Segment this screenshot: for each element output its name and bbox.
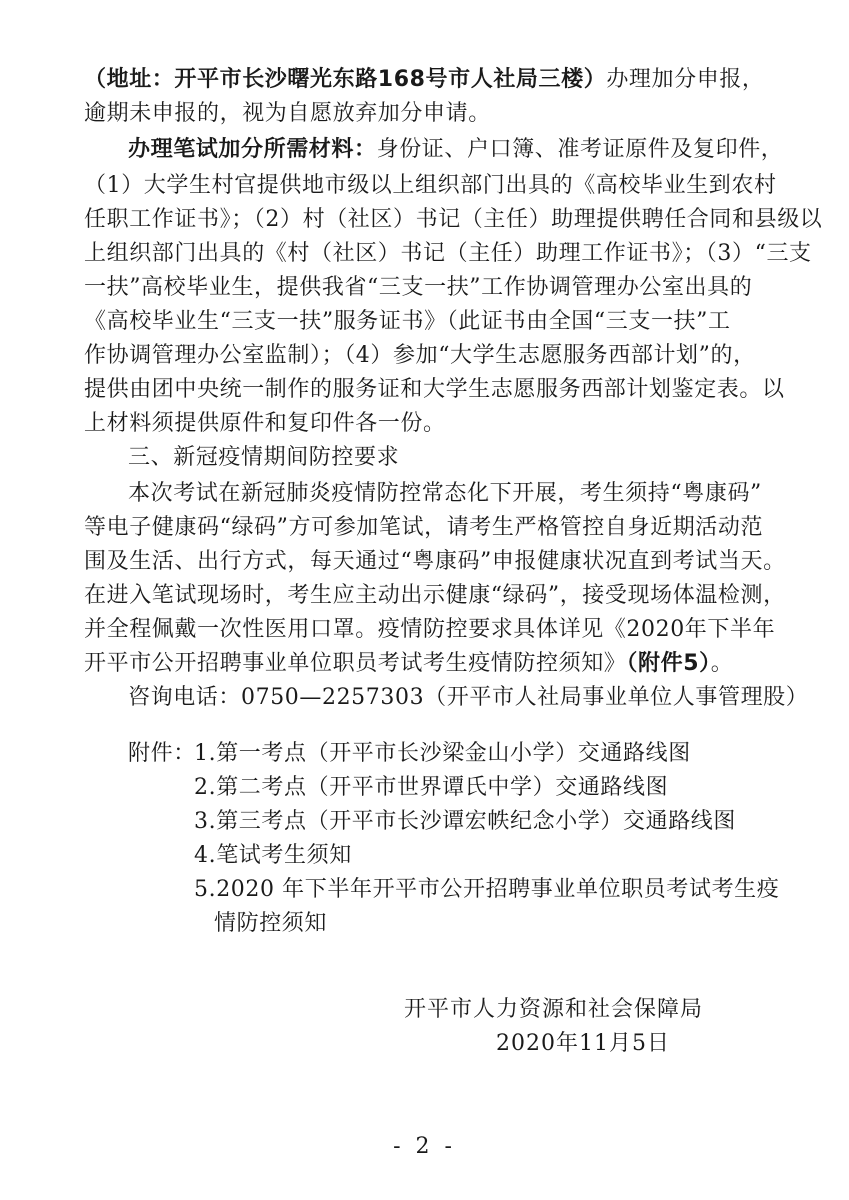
covid-line-3: 围及生活、出行方式，每天通过“粤康码”申报健康状况直到考试当天。 bbox=[84, 549, 786, 574]
materials-line-2: （1）大学生村官提供地市级以上组织部门出具的《高校毕业生到农村 bbox=[84, 173, 777, 198]
covid-line-5: 并全程佩戴一次性医用口罩。疫情防控要求具体详见《2020年下半年 bbox=[84, 617, 776, 642]
issue-date: 2020年11月5日 bbox=[496, 1031, 670, 1056]
issuing-organization: 开平市人力资源和社会保障局 bbox=[404, 997, 704, 1022]
page-number: - 2 - bbox=[393, 1134, 456, 1159]
covid-line-1: 本次考试在新冠肺炎疫情防控常态化下开展，考生须持“粤康码” bbox=[128, 481, 762, 506]
materials-line-9: 上材料须提供原件和复印件各一份。 bbox=[84, 411, 446, 436]
section-heading: 三、新冠疫情期间防控要求 bbox=[128, 445, 400, 470]
attachment-item-5: 5.2020 年下半年开平市公开招聘事业单位职员考试考生疫 bbox=[194, 877, 780, 902]
materials-heading: 办理笔试加分所需材料： bbox=[128, 137, 377, 162]
materials-line-6: 《高校毕业生“三支一扶”服务证书》（此证书由全国“三支一扶”工 bbox=[84, 309, 731, 334]
contact-line: 咨询电话：0750—2257303（开平市人社局事业单位人事管理股） bbox=[128, 685, 809, 710]
materials-line-3: 任职工作证书》；（2）村（社区）书记（主任）助理提供聘任合同和县级以 bbox=[84, 207, 823, 232]
covid-line-2: 等电子健康码“绿码”方可参加笔试，请考生严格管控自身近期活动范 bbox=[84, 515, 764, 540]
materials-line-5: 一扶”高校毕业生，提供我省“三支一扶”工作协调管理办公室出具的 bbox=[84, 275, 753, 300]
attachments-label: 附件： bbox=[128, 741, 196, 766]
covid-line-6 bbox=[84, 648, 733, 680]
attachment-item-3: 3.第三考点（开平市长沙谭宏帙纪念小学）交通路线图 bbox=[194, 809, 736, 834]
covid-line-4: 在进入笔试现场时，考生应主动出示健康“绿码”，接受现场体温检测， bbox=[84, 583, 786, 608]
covid-line-6-text: 开平市公开招聘事业单位职员考试考生疫情防控须知》 bbox=[84, 651, 627, 676]
address-rest-text: 办理加分申报， bbox=[606, 67, 765, 92]
materials-line-1 bbox=[128, 134, 783, 166]
attachment-item-2: 2.第二考点（开平市世界谭氏中学）交通路线图 bbox=[194, 775, 669, 800]
deadline-line: 逾期未申报的，视为自愿放弃加分申请。 bbox=[84, 101, 491, 126]
materials-line-4: 上组织部门出具的《村（社区）书记（主任）助理工作证书》；（3）“三支 bbox=[84, 241, 812, 266]
attachment-item-4: 4.笔试考生须知 bbox=[194, 843, 352, 868]
covid-line-6-end: 。 bbox=[710, 651, 734, 676]
materials-line-7: 作协调管理办公室监制）；（4）参加“大学生志愿服务西部计划”的， bbox=[84, 343, 756, 368]
address-line bbox=[84, 64, 765, 96]
address-bold-text: （地址：开平市长沙曙光东路168号市人社局三楼） bbox=[84, 67, 607, 92]
materials-intro: 身份证、户口簿、准考证原件及复印件， bbox=[376, 137, 784, 162]
attachment-item-1: 1.第一考点（开平市长沙梁金山小学）交通路线图 bbox=[194, 741, 691, 766]
materials-line-8: 提供由团中央统一制作的服务证和大学生志愿服务西部计划鉴定表。以 bbox=[84, 377, 785, 402]
attachment-5-ref: （附件5） bbox=[626, 651, 711, 676]
attachment-item-5-cont: 情防控须知 bbox=[214, 911, 328, 936]
